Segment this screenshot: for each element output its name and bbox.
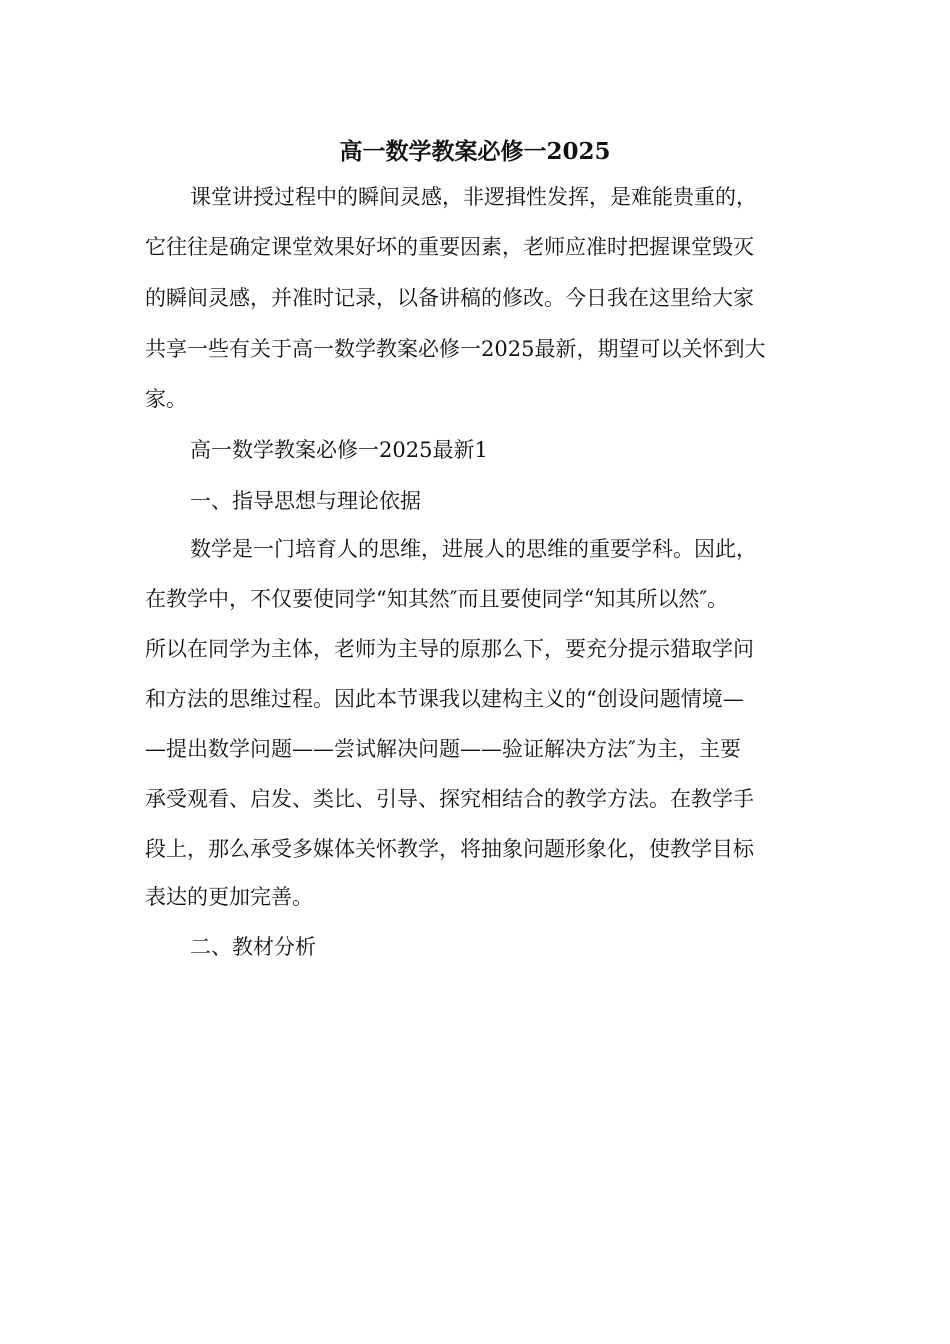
section2-heading: 二、教材分析 — [190, 935, 316, 959]
section1-line-5: —提出数学问题——尝试解决问题——验证解决方法″为主，主要 — [145, 737, 741, 761]
intro-line-1: 课堂讲授过程中的瞬间灵感，非逻揖性发挥，是难能贵重的， — [190, 185, 757, 209]
section1-line-7: 段上，那么承受多媒体关怀教学，将抽象问题形象化，使教学目标 — [145, 837, 754, 861]
section1-line-8: 表达的更加完善。 — [145, 885, 313, 909]
intro-line-5: 家。 — [145, 387, 187, 411]
document-title: 高一数学教案必修一2025 — [339, 138, 611, 165]
subtitle: 高一数学教案必修一2025最新1 — [190, 438, 488, 462]
intro-line-4: 共享一些有关于高一数学教案必修一2025最新，期望可以关怀到大 — [145, 337, 766, 361]
section1-line-4: 和方法的思维过程。因此本节课我以建构主义的“创设问题情境— — [145, 687, 744, 711]
section1-heading: 一、指导思想与理论依据 — [190, 489, 421, 513]
section1-line-2: 在教学中，不仅要使同学“知其然″而且要使同学“知其所以然″。 — [145, 587, 729, 611]
section1-line-1: 数学是一门培育人的思维，进展人的思维的重要学科。因此， — [190, 537, 757, 561]
section1-line-3: 所以在同学为主体，老师为主导的原那么下，要充分提示猎取学问 — [145, 637, 754, 661]
intro-line-2: 它往往是确定课堂效果好坏的重要因素，老师应准时把握课堂毁灭 — [145, 235, 754, 259]
intro-line-3: 的瞬间灵感，并准时记录，以备讲稿的修改。今日我在这里给大家 — [145, 286, 754, 310]
section1-line-6: 承受观看、启发、类比、引导、探究相结合的教学方法。在教学手 — [145, 787, 754, 811]
